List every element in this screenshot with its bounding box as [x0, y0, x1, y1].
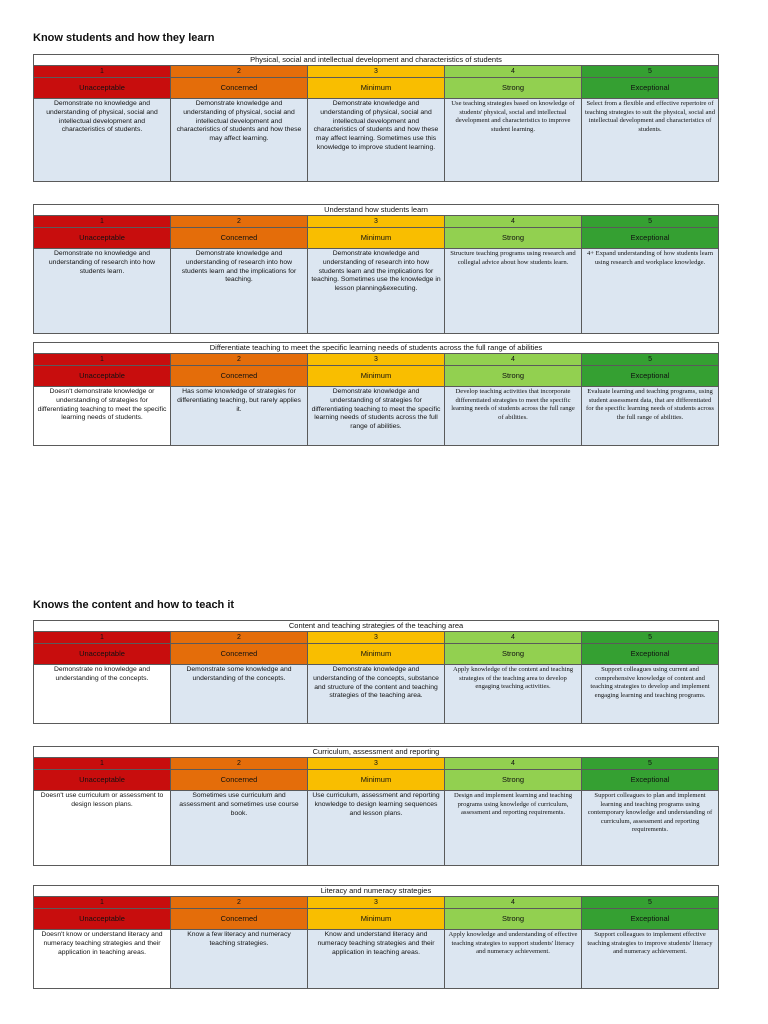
rubric-table: [33, 342, 719, 446]
level-descriptor: Evaluate learning and teaching programs, using student assessment data, that are differentiated for the specific learning needs of students across the full range of abilities.: [582, 387, 719, 446]
criterion-title: Understand how students learn: [34, 205, 719, 216]
level-descriptor: Develop teaching activities that incorporate differentiated strategies to meet the specific learning needs of students across the full range of abilities.: [445, 387, 582, 446]
level-descriptor: Demonstrate no knowledge and understanding of the concepts.: [34, 665, 171, 724]
section-heading: Knows the content and how to teach it: [33, 599, 235, 611]
level-label: Minimum: [308, 644, 445, 665]
rubric-table: [33, 885, 719, 989]
level-label: Concerned: [171, 366, 308, 387]
rubric-table: [33, 620, 719, 724]
level-descriptor: Use curriculum, assessment and reporting knowledge to design learning sequences and lesson plans.: [308, 791, 445, 866]
level-descriptor: Has some knowledge of strategies for differentiating teaching, but rarely applies it.: [171, 387, 308, 446]
level-label: Exceptional: [582, 366, 719, 387]
level-label: Strong: [445, 228, 582, 249]
level-number: 4: [445, 216, 582, 228]
level-number: 5: [582, 66, 719, 78]
level-label: Minimum: [308, 909, 445, 930]
level-label: Strong: [445, 909, 582, 930]
level-number: 3: [308, 216, 445, 228]
level-descriptor: Demonstrate some knowledge and understanding of the concepts.: [171, 665, 308, 724]
rubric-table: [33, 746, 719, 866]
level-descriptor: Structure teaching programs using research and collegial advice about how students learn.: [445, 249, 582, 334]
level-number: 3: [308, 354, 445, 366]
level-number: 4: [445, 354, 582, 366]
level-descriptor: Know a few literacy and numeracy teaching strategies.: [171, 930, 308, 989]
level-descriptor: Demonstrate knowledge and understanding of physical, social and intellectual development and characteristics of students and how these may affect learning. Sometimes use this knowledge to improve student learning.: [308, 99, 445, 182]
level-label: Minimum: [308, 78, 445, 99]
level-descriptor: Demonstrate knowledge and understanding of the concepts, substance and structure of the content and teaching strategies of the teaching area.: [308, 665, 445, 724]
level-label: Unacceptable: [34, 909, 171, 930]
level-label: Strong: [445, 644, 582, 665]
level-label: Unacceptable: [34, 644, 171, 665]
level-number: 3: [308, 897, 445, 909]
level-descriptor: Doesn't use curriculum or assessment to design lesson plans.: [34, 791, 171, 866]
level-number: 3: [308, 66, 445, 78]
level-label: Exceptional: [582, 228, 719, 249]
level-label: Strong: [445, 770, 582, 791]
level-number: 1: [34, 216, 171, 228]
level-number: 1: [34, 758, 171, 770]
level-descriptor: Demonstrate knowledge and understanding of physical, social and intellectual development and characteristics of students and how these may affect learning.: [171, 99, 308, 182]
level-label: Strong: [445, 366, 582, 387]
rubric-table: [33, 204, 719, 334]
level-number: 2: [171, 66, 308, 78]
level-descriptor: Demonstrate no knowledge and understanding of research into how students learn.: [34, 249, 171, 334]
level-descriptor: Doesn't know or understand literacy and numeracy teaching strategies and their application in teaching areas.: [34, 930, 171, 989]
level-descriptor: Support colleagues using current and comprehensive knowledge of content and teaching strategies to develop and implement engaging learning and teaching programs.: [582, 665, 719, 724]
level-label: Minimum: [308, 366, 445, 387]
level-descriptor: Sometimes use curriculum and assessment and sometimes use course book.: [171, 791, 308, 866]
level-number: 4: [445, 66, 582, 78]
level-descriptor: Demonstrate knowledge and understanding of research into how students learn and the implications for teaching. Sometimes use the knowledge in lesson planning&executing.: [308, 249, 445, 334]
level-label: Exceptional: [582, 770, 719, 791]
level-descriptor: Support colleagues to plan and implement learning and teaching programs using contemporary knowledge and understanding of curriculum, assessment and reporting requirements.: [582, 791, 719, 866]
level-number: 2: [171, 632, 308, 644]
level-descriptor: Design and implement learning and teaching programs using knowledge of curriculum, assessment and reporting requirements.: [445, 791, 582, 866]
level-descriptor: 4+ Expand understanding of how students learn using research and workplace knowledge.: [582, 249, 719, 334]
level-descriptor: Demonstrate knowledge and understanding of strategies for differentiating teaching to meet the specific learning needs of students across the full range of abilities.: [308, 387, 445, 446]
level-descriptor: Doesn't demonstrate knowledge or understanding of strategies for differentiating teaching to meet the specific learning needs of students.: [34, 387, 171, 446]
level-descriptor: Support colleagues to implement effective teaching strategies to improve students' literacy and numeracy achievement.: [582, 930, 719, 989]
level-descriptor: Use teaching strategies based on knowledge of students' physical, social and intellectual development and characteristics to improve student learning.: [445, 99, 582, 182]
level-descriptor: Select from a flexible and effective repertoire of teaching strategies to suit the physical, social and intellectual development and characteristics of students.: [582, 99, 719, 182]
level-number: 2: [171, 354, 308, 366]
level-number: 4: [445, 632, 582, 644]
level-label: Strong: [445, 78, 582, 99]
criterion-title: Literacy and numeracy strategies: [34, 886, 719, 897]
level-number: 5: [582, 897, 719, 909]
level-number: 5: [582, 758, 719, 770]
level-label: Exceptional: [582, 644, 719, 665]
level-label: Exceptional: [582, 78, 719, 99]
level-number: 4: [445, 897, 582, 909]
level-label: Concerned: [171, 909, 308, 930]
criterion-title: Physical, social and intellectual development and characteristics of students: [34, 55, 719, 66]
level-label: Unacceptable: [34, 770, 171, 791]
level-number: 1: [34, 354, 171, 366]
level-label: Unacceptable: [34, 366, 171, 387]
level-number: 2: [171, 897, 308, 909]
criterion-title: Content and teaching strategies of the teaching area: [34, 621, 719, 632]
level-label: Concerned: [171, 228, 308, 249]
criterion-title: Curriculum, assessment and reporting: [34, 747, 719, 758]
level-number: 3: [308, 758, 445, 770]
level-descriptor: Demonstrate knowledge and understanding of research into how students learn and the implications for teaching.: [171, 249, 308, 334]
level-descriptor: Demonstrate no knowledge and understanding of physical, social and intellectual development and characteristics of students.: [34, 99, 171, 182]
level-label: Concerned: [171, 770, 308, 791]
level-descriptor: Apply knowledge and understanding of effective teaching strategies to support students' literacy and numeracy achievement.: [445, 930, 582, 989]
level-number: 5: [582, 354, 719, 366]
level-label: Minimum: [308, 770, 445, 791]
level-number: 2: [171, 758, 308, 770]
criterion-title: Differentiate teaching to meet the specific learning needs of students across the full range of abilities: [34, 343, 719, 354]
level-number: 2: [171, 216, 308, 228]
rubric-table: [33, 54, 719, 182]
level-descriptor: Apply knowledge of the content and teaching strategies of the teaching area to develop engaging teaching activities.: [445, 665, 582, 724]
level-label: Unacceptable: [34, 228, 171, 249]
level-label: Exceptional: [582, 909, 719, 930]
level-label: Concerned: [171, 78, 308, 99]
level-number: 5: [582, 216, 719, 228]
level-label: Concerned: [171, 644, 308, 665]
level-number: 5: [582, 632, 719, 644]
level-label: Minimum: [308, 228, 445, 249]
section-heading: Know students and how they learn: [33, 32, 215, 44]
level-number: 1: [34, 66, 171, 78]
level-number: 3: [308, 632, 445, 644]
level-label: Unacceptable: [34, 78, 171, 99]
level-number: 1: [34, 897, 171, 909]
level-number: 4: [445, 758, 582, 770]
level-number: 1: [34, 632, 171, 644]
level-descriptor: Know and understand literacy and numeracy teaching strategies and their application in teaching areas.: [308, 930, 445, 989]
